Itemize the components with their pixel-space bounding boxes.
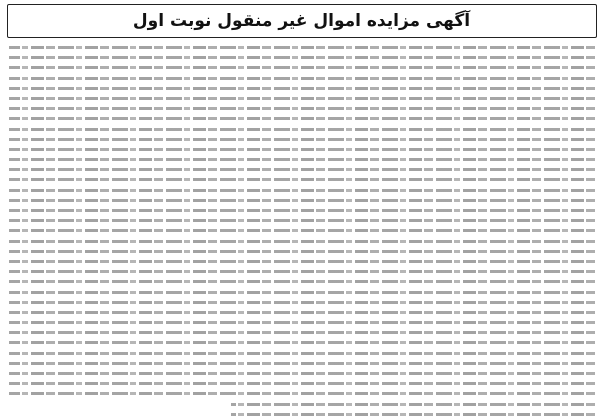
notice-text-line: [9, 77, 595, 80]
notice-text-line: [231, 403, 594, 406]
notice-text-line: [9, 209, 595, 212]
notice-text-line: [9, 107, 595, 110]
notice-text-line: [9, 117, 595, 120]
notice-text-line: [9, 331, 595, 334]
notice-text-line: [9, 321, 595, 324]
notice-text-line: [9, 66, 595, 69]
notice-text-line: [9, 219, 595, 222]
notice-text-line: [9, 301, 595, 304]
notice-text-line: [9, 250, 595, 253]
notice-text-line: [9, 362, 595, 365]
notice-title: آگهی مزایده اموال غیر منقول نوبت اول: [132, 11, 471, 31]
notice-text-line: [9, 168, 595, 171]
notice-text-line: [9, 392, 595, 395]
notice-text-line: [9, 97, 595, 100]
notice-text-line: [9, 158, 595, 161]
notice-text-line: [9, 270, 595, 273]
notice-text-line: [9, 46, 595, 49]
notice-text-line: [9, 87, 595, 90]
notice-text-line: [9, 128, 595, 131]
notice-text-line: [9, 138, 595, 141]
notice-body-placeholder: [7, 46, 597, 416]
notice-text-line: [9, 56, 595, 59]
notice-text-line: [9, 178, 595, 181]
notice-text-line: [9, 341, 595, 344]
notice-text-line: [9, 372, 595, 375]
notice-text-line: [9, 260, 595, 263]
notice-text-line: [9, 291, 595, 294]
notice-text-line: [9, 280, 595, 283]
notice-text-line: [9, 352, 595, 355]
notice-text-line: [9, 199, 595, 202]
notice-text-line: [9, 240, 595, 243]
notice-text-line: [9, 229, 595, 232]
notice-text-line: [9, 148, 595, 151]
notice-text-line: [9, 382, 595, 385]
notice-text-line: [231, 413, 594, 416]
notice-text-line: [9, 311, 595, 314]
notice-title-box: [7, 4, 597, 38]
notice-text-line: [9, 189, 595, 192]
